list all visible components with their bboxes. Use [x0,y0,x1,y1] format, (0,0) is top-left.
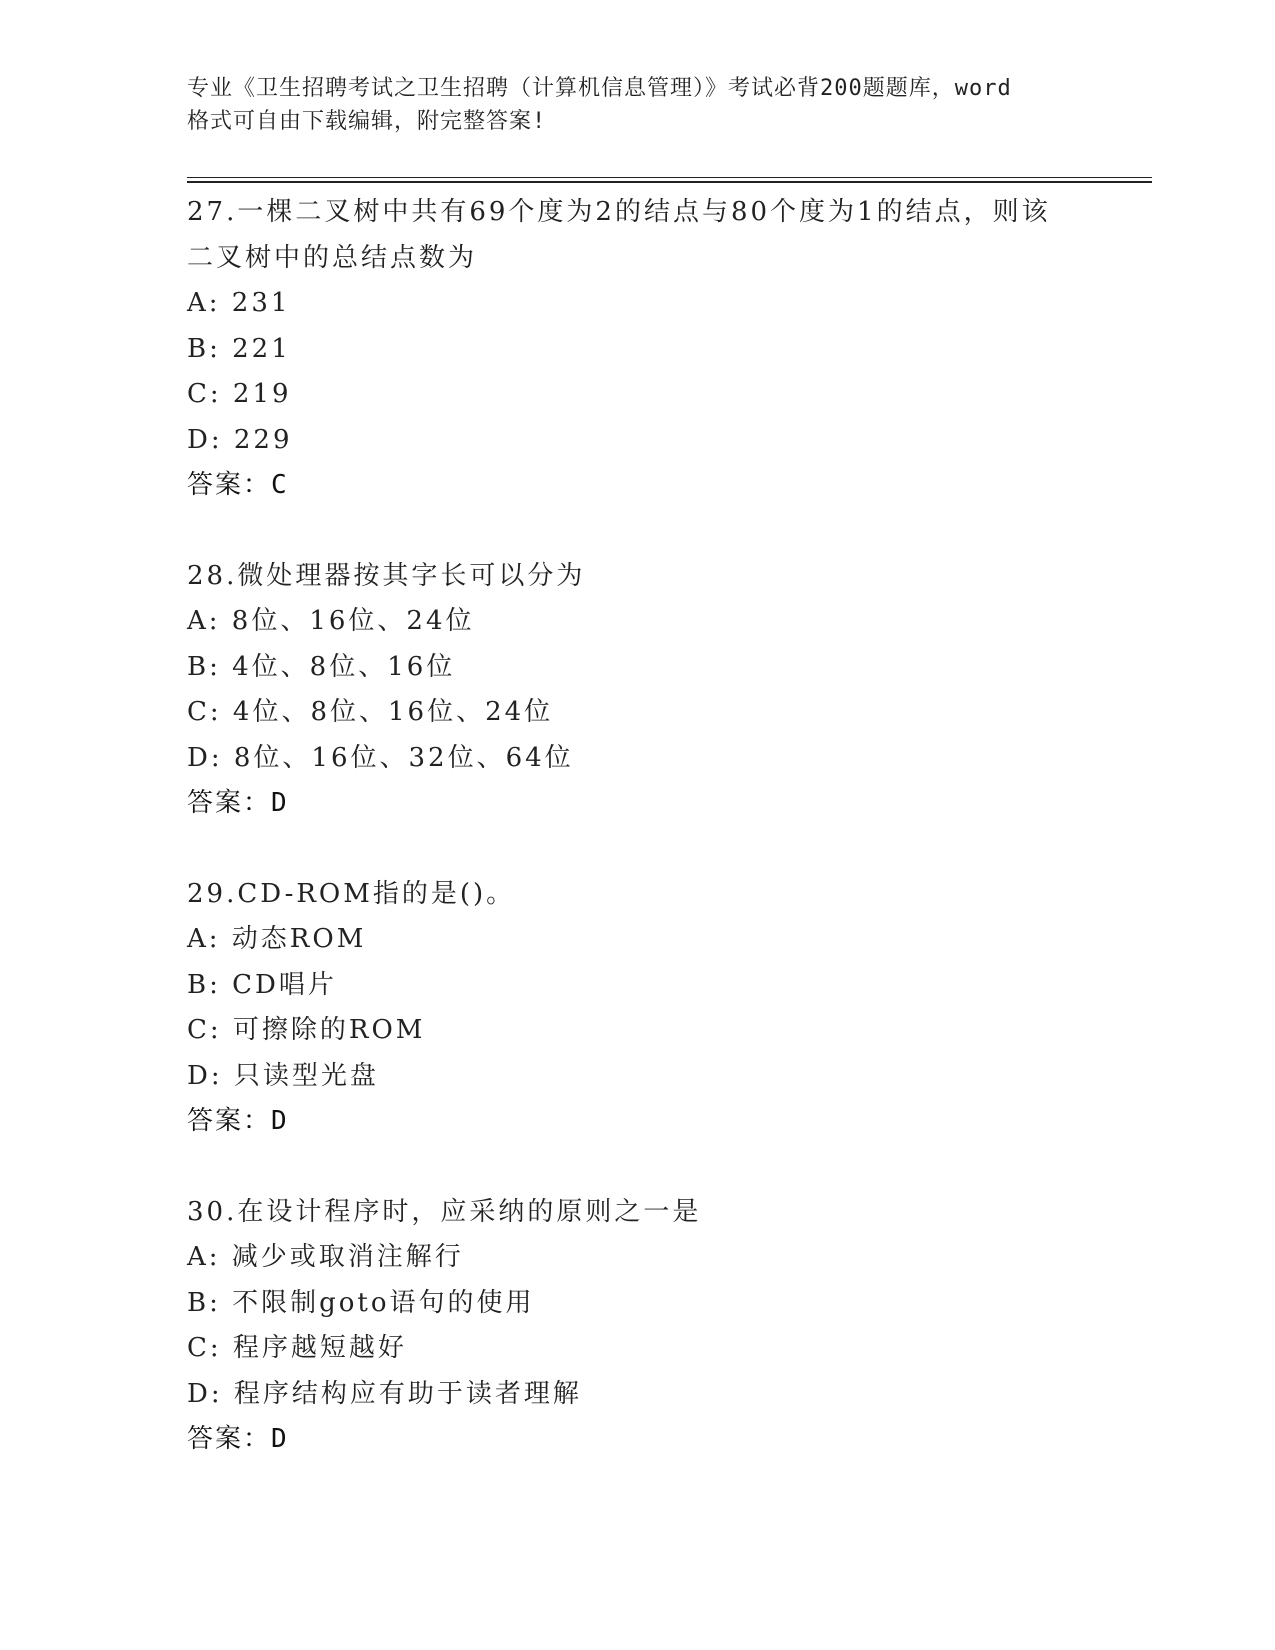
option-d: D: 只读型光盘 [187,1060,379,1091]
option-b: B: 221 [187,333,291,364]
question-stem: 27.一棵二叉树中共有69个度为2的结点与80个度为1的结点，则该 [187,197,1051,227]
answer: 答案：D [187,1106,289,1136]
option-b: B: CD唱片 [187,969,337,1000]
header-rule-thick [187,181,1152,183]
question-stem: 29.CD-ROM指的是()。 [187,878,516,909]
answer: 答案：D [187,788,289,818]
option-c: C: 可擦除的ROM [187,1015,426,1045]
option-d: D: 程序结构应有助于读者理解 [187,1378,582,1409]
answer: 答案：D [187,1424,289,1454]
option-a: A: 减少或取消注解行 [187,1242,464,1272]
question-stem: 28.微处理器按其字长可以分为 [187,560,586,591]
option-d: D: 8位、16位、32位、64位 [187,742,574,773]
question-stem: 二叉树中的总结点数为 [187,242,478,273]
option-a: A: 动态ROM [187,924,367,954]
option-c: C: 4位、8位、16位、24位 [187,697,554,727]
option-c: C: 219 [187,379,292,409]
header-line-2: 格式可自由下载编辑，附完整答案! [187,109,547,134]
option-b: B: 4位、8位、16位 [187,651,456,682]
question-list [187,190,1087,1508]
question-27 [187,190,1087,509]
option-b: B: 不限制goto语句的使用 [187,1287,535,1318]
question-28 [187,554,1087,827]
question-29 [187,872,1087,1145]
question-stem: 30.在设计程序时，应采纳的原则之一是 [187,1196,702,1227]
header-line-1: 专业《卫生招聘考试之卫生招聘（计算机信息管理）》考试必背200题题库，word [187,76,1012,101]
option-a: A: 8位、16位、24位 [187,606,475,636]
header-rule-thin [187,177,1152,178]
answer: 答案：C [187,470,289,500]
option-d: D: 229 [187,424,293,455]
option-a: A: 231 [187,288,291,318]
document-header [187,72,1087,138]
option-c: C: 程序越短越好 [187,1333,407,1363]
question-30 [187,1190,1087,1463]
